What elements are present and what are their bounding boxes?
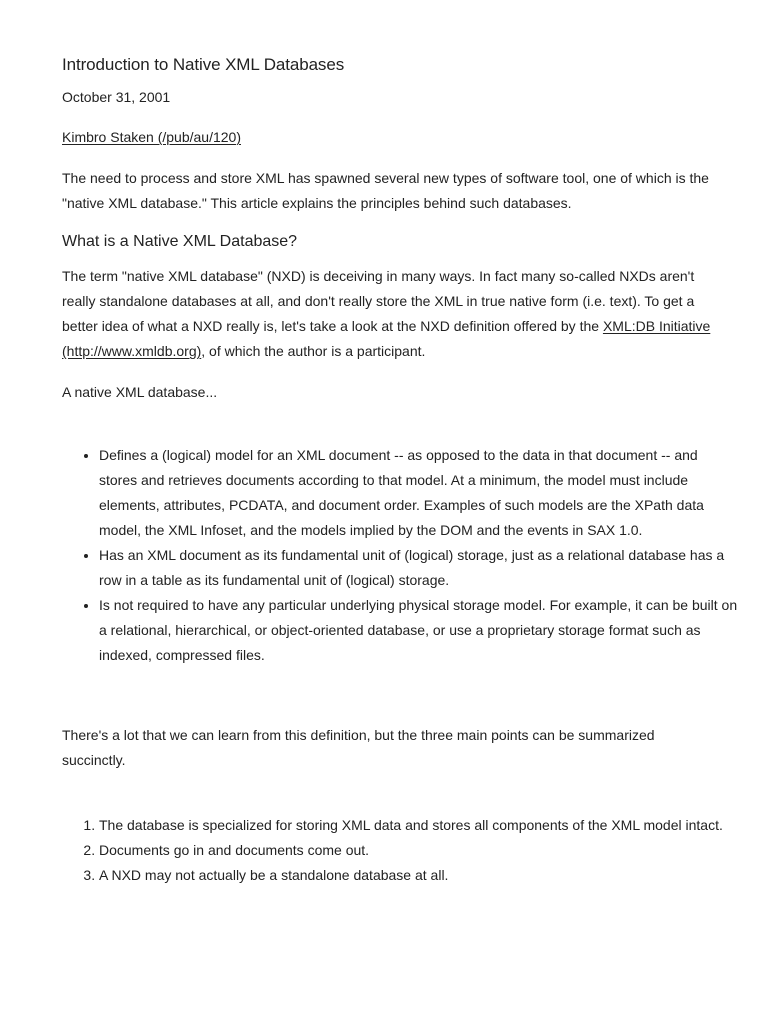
list-item: • Has an XML document as its fundamental unit of (logical) storage, just as a relational database has a row in a table as its fundamental unit of (logical) storage. (99, 543, 739, 593)
list-item: • Defines a (logical) model for an XML document -- as opposed to the data in that document -- and stores and retrieves documents according to that model. At a minimum, the model must include elements, attributes, PCDATA, and document order. Examples of such models are the XPath data model, the XML Infoset, and the models implied by the DOM and the events in SAX 1.0. (99, 443, 739, 543)
list-item: 1. The database is specialized for storing XML data and stores all components of the XML model intact. (99, 813, 739, 838)
list-item: • Is not required to have any particular underlying physical storage model. For example, it can be built on a relational, hierarchical, or object-oriented database, or use a proprietary storage format such as indexed, compressed files. (99, 593, 739, 668)
definition-text-end: , of which the author is a participant. (201, 343, 426, 359)
definition-paragraph (62, 264, 722, 364)
summary-paragraph: There's a lot that we can learn from this definition, but the three main points can be summarized succinctly. (62, 727, 655, 768)
author-link[interactable]: Kimbro Staken (/pub/au/120) (62, 129, 241, 145)
article-title: Introduction to Native XML Databases (62, 55, 345, 74)
section-heading: What is a Native XML Database? (62, 233, 298, 250)
xmldb-initiative-link[interactable]: XML:DB Initiative (http://www.xmldb.org) (62, 318, 711, 359)
intro-paragraph: The need to process and store XML has spawned several new types of software tool, one of which is the "native XML database." This article explains the principles behind such databases. (62, 170, 709, 211)
list-item: 2. Documents go in and documents come out. (99, 838, 739, 863)
native-lead-text: A native XML database... (62, 384, 218, 400)
author-byline (62, 129, 241, 145)
main-points-list (62, 813, 739, 888)
definition-text-start: The term "native XML database" (NXD) is deceiving in many ways. In fact many so-called NXDs aren't really standalone databases at all, and don't really store the XML in true native form (i.e. text). To get a better idea of what a NXD really is, let's take a look at the NXD definition offered by the (62, 268, 695, 334)
definition-list (62, 443, 739, 668)
list-item: 3. A NXD may not actually be a standalone database at all. (99, 863, 739, 888)
publish-date: October 31, 2001 (62, 89, 171, 105)
